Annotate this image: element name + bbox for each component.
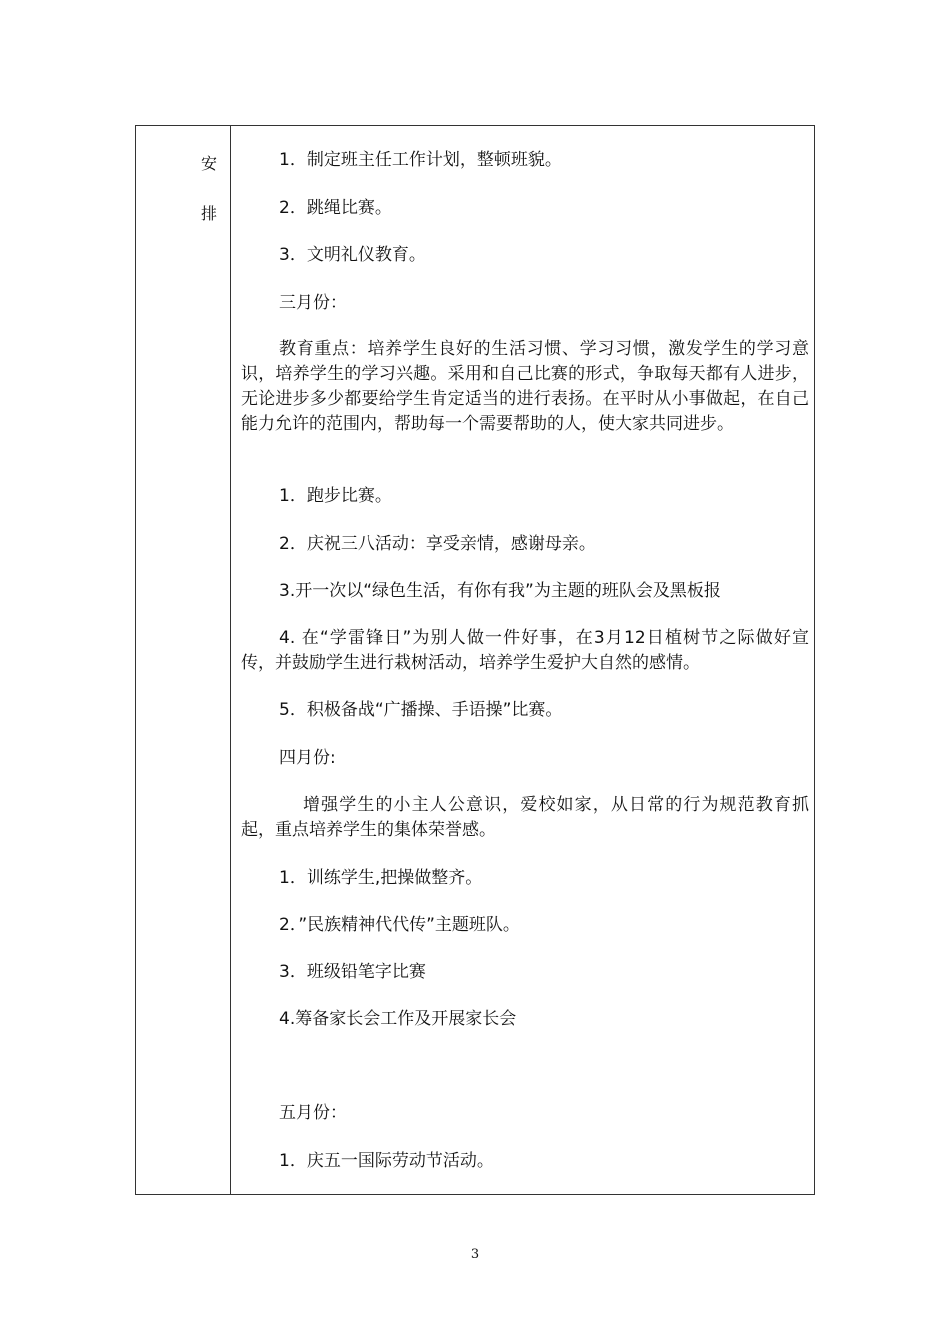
may-heading: 五月份：: [279, 1103, 347, 1123]
column-divider: [230, 126, 231, 1194]
april-item-1: 1．训练学生,把操做整齐。: [279, 868, 483, 888]
side-label-an: 安: [201, 154, 218, 173]
march-focus-paragraph: 教育重点：培养学生良好的生活习惯、学习习惯，激发学生的学习意识，培养学生的学习兴趣。采用和自己比赛的形式，争取每天都有人进步，无论进步多少都要给学生肯定适当的进行表扬。在平时从小事做起，在自己能力允许的范围内，帮助每一个需要帮助的人，使大家共同进步。: [241, 339, 809, 434]
may-item-1: 1．庆五一国际劳动节活动。: [279, 1151, 494, 1171]
feb-item-3: 3．文明礼仪教育。: [279, 245, 426, 265]
feb-item-1: 1．制定班主任工作计划，整顿班貌。: [279, 150, 562, 170]
march-item-4: 4. 在“学雷锋日”为别人做一件好事，在3月12日植树节之际做好宣传，并鼓励学生进行栽树活动，培养学生爱护大自然的感情。: [241, 628, 809, 673]
march-item-3: 3.开一次以“绿色生活，有你有我”为主题的班队会及黑板报: [279, 581, 721, 601]
april-focus-paragraph: 增强学生的小主人公意识，爱校如家，从日常的行为规范教育抓起，重点培养学生的集体荣誉感。: [241, 795, 809, 840]
april-item-3: 3．班级铅笔字比赛: [279, 962, 426, 982]
april-heading: 四月份:: [279, 748, 336, 768]
april-item-4: 4.筹备家长会工作及开展家长会: [279, 1009, 517, 1029]
march-item-5: 5．积极备战“广播操、手语操”比赛。: [279, 700, 563, 720]
side-label-pai: 排: [201, 204, 218, 223]
page-number: 3: [470, 1247, 480, 1262]
document-table: [135, 125, 815, 1195]
march-item-2: 2．庆祝三八活动：享受亲情，感谢母亲。: [279, 534, 596, 554]
feb-item-2: 2．跳绳比赛。: [279, 198, 392, 218]
march-item-1: 1．跑步比赛。: [279, 486, 392, 506]
march-heading: 三月份：: [279, 293, 347, 313]
april-item-2: 2．”民族精神代代传”主题班队。: [279, 915, 520, 935]
